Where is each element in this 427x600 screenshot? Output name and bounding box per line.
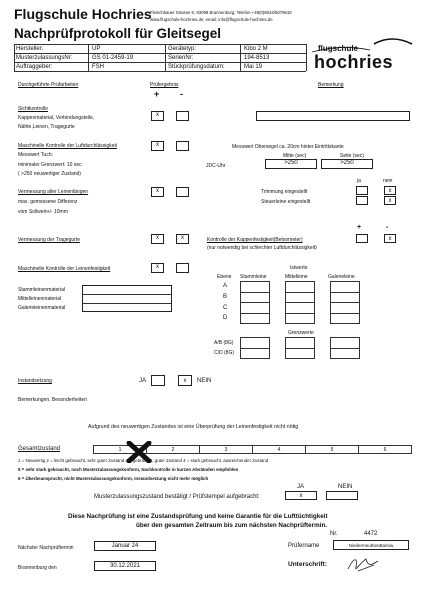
steuer-nein-checkbox[interactable]: x	[384, 196, 396, 205]
steuerleine-label: Steuerleine eingestellt	[261, 199, 311, 205]
seriennr-label: SerienNr:	[168, 55, 194, 61]
bemerkungen-label: Bemerkungen, Besonderheiten	[18, 397, 87, 403]
stamm-material-field[interactable]	[82, 285, 172, 312]
date-field[interactable]: 30.12.2021	[94, 561, 156, 571]
scale-label: 6	[383, 447, 387, 453]
trimmung-label: Trimmung eingestellt	[261, 189, 308, 195]
stueckpruefung-label: Stückprüfungsdatum:	[168, 64, 225, 70]
trage-minus-checkbox[interactable]: x	[176, 234, 189, 244]
luft-plus-checkbox[interactable]: x	[151, 141, 164, 151]
auftraggeber-value: FSH	[92, 64, 104, 70]
sicht-minus-checkbox[interactable]	[176, 111, 189, 121]
sicht-plus-checkbox[interactable]: x	[151, 111, 164, 121]
scale-cell-2[interactable]	[146, 445, 200, 454]
muster-nein-checkbox[interactable]	[326, 491, 358, 500]
kappe-minus-checkbox[interactable]: x	[384, 234, 396, 243]
remark-column-header: Bemerkung	[318, 82, 344, 88]
trage-plus-checkbox[interactable]: x	[151, 234, 164, 244]
istwerte-grid	[240, 281, 372, 323]
checks-column-header: Durchgeführte Prüfarbeiten	[18, 82, 79, 88]
mitte-field[interactable]: >250	[265, 159, 317, 169]
statement-line1: Diese Nachprüfung ist eine Zustandsprüfung und keine Garantie für die Lufttüchtigkeit	[68, 513, 328, 520]
sichtkontrolle-title: Sichtkontrolle	[18, 106, 49, 112]
grenzwert-cell-r2-c3[interactable]	[330, 348, 360, 360]
musterzulassung-label: MusterzulassungsNr:	[16, 55, 73, 61]
auftraggeber-label: Auftraggeber:	[16, 64, 53, 70]
info-table	[14, 44, 306, 71]
hersteller-label: Hersteller:	[16, 46, 44, 52]
minus-header: -	[180, 89, 183, 99]
geraetetyp-value: Kibo 2 M	[244, 46, 268, 52]
luft-minus-checkbox[interactable]	[176, 141, 189, 151]
tragegurte-title: Vermessung der Tragegurte	[18, 237, 80, 243]
gesamtzustand-label: Gesamtzustand	[18, 446, 61, 452]
page-title: Nachprüfprotokoll für Gleitsegel	[14, 26, 222, 41]
trimm-nein-checkbox[interactable]: x	[384, 186, 396, 195]
hochries-logo: flugschule hochries	[312, 36, 416, 74]
sicht-remark-field[interactable]	[256, 111, 410, 121]
istwert-cell-r4-c2[interactable]	[285, 313, 315, 325]
leinenfestigkeit-title: Maschinelle Kontrolle der Leinenfestigkeit	[18, 266, 111, 272]
leinen-plus-checkbox[interactable]: x	[151, 263, 164, 273]
instandsetzung-label: Instandsetzung	[18, 378, 52, 384]
company-name: Flugschule Hochries	[14, 6, 152, 22]
muster-ja-checkbox[interactable]: x	[285, 491, 317, 500]
scale-cell-5[interactable]	[305, 445, 359, 454]
verm-plus-checkbox[interactable]: x	[151, 187, 164, 197]
kappe-plus-checkbox[interactable]	[356, 234, 368, 243]
next-date-field[interactable]: Januar 24	[94, 541, 156, 551]
geraetetyp-label: Gerätetyp:	[168, 46, 197, 52]
verm-minus-checkbox[interactable]	[176, 187, 189, 197]
hersteller-value: UP	[92, 46, 101, 52]
kappenfestigkeit-title: Kontrolle der Kappenfestigkeit(Betsometer)	[207, 237, 303, 243]
leinen-minus-checkbox[interactable]	[176, 263, 189, 273]
steuer-ja-checkbox[interactable]	[356, 196, 368, 205]
scale-cell-4[interactable]	[252, 445, 306, 454]
notice-text: Aufgrund des neuwertigen Zustandes ist eine Überprüfung der Leinenfestigkeit nicht nötig	[88, 424, 299, 430]
istwert-cell-r4-c1[interactable]	[240, 313, 270, 325]
statement-line2: über den gesamten Zeitraum bis zum nächsten Nachprüftermin.	[136, 522, 328, 529]
musterzulassung-value: GS 01-2459-19	[92, 55, 134, 61]
instand-nein-checkbox[interactable]: x	[178, 375, 192, 386]
seite-field[interactable]: >250	[321, 159, 373, 169]
scale-label: 3	[224, 447, 228, 453]
protocol-number: 4472	[364, 531, 378, 537]
scale-label: 2	[171, 447, 175, 453]
scale-cell-3[interactable]	[199, 445, 253, 454]
istwert-cell-r4-c3[interactable]	[330, 313, 360, 325]
instand-ja-checkbox[interactable]	[151, 375, 165, 386]
grenzwert-cell-r2-c1[interactable]	[240, 348, 270, 360]
company-address: Fleischbauer Strasse 6; 83098 Brannenburg; Telefon +49(0)8034/6079618	[150, 10, 292, 15]
trimm-ja-checkbox[interactable]	[356, 186, 368, 195]
seriennr-value: 194-8513	[244, 55, 270, 61]
luft-remark: Messwert Obersegel ca. 20cm hinter Eintrittskante	[232, 144, 344, 150]
pruefer-name-field[interactable]: NiedermeuthenBarlow	[333, 540, 409, 550]
scale-label: 4	[277, 447, 281, 453]
musterzulassung-confirm-label: Musterzulassungszustand bestätigt / Prüfstempel aufgebracht:	[94, 494, 260, 500]
scale-label: 1	[118, 447, 122, 453]
jdc-label: JDC-Uhr	[206, 163, 226, 169]
scale-label: 5	[330, 447, 334, 453]
grenzwerte-grid	[240, 337, 372, 358]
signature	[344, 553, 384, 575]
scale-cell-6[interactable]	[358, 445, 412, 454]
grenzwert-cell-r2-c2[interactable]	[285, 348, 315, 360]
stueckpruefung-value: Mai 19	[244, 64, 263, 70]
result-column-header: Prüfergebnis	[150, 82, 179, 88]
plus-header: +	[154, 89, 160, 99]
company-web: www.flugschule-hochries.de; email: info@flugschule-hochries.de	[150, 17, 273, 22]
luft-title: Maschinelle Kontrolle der Luftdurchlässigkeit	[18, 143, 117, 149]
vermessung-title: Vermessung aller Leinenlängen	[18, 189, 89, 195]
